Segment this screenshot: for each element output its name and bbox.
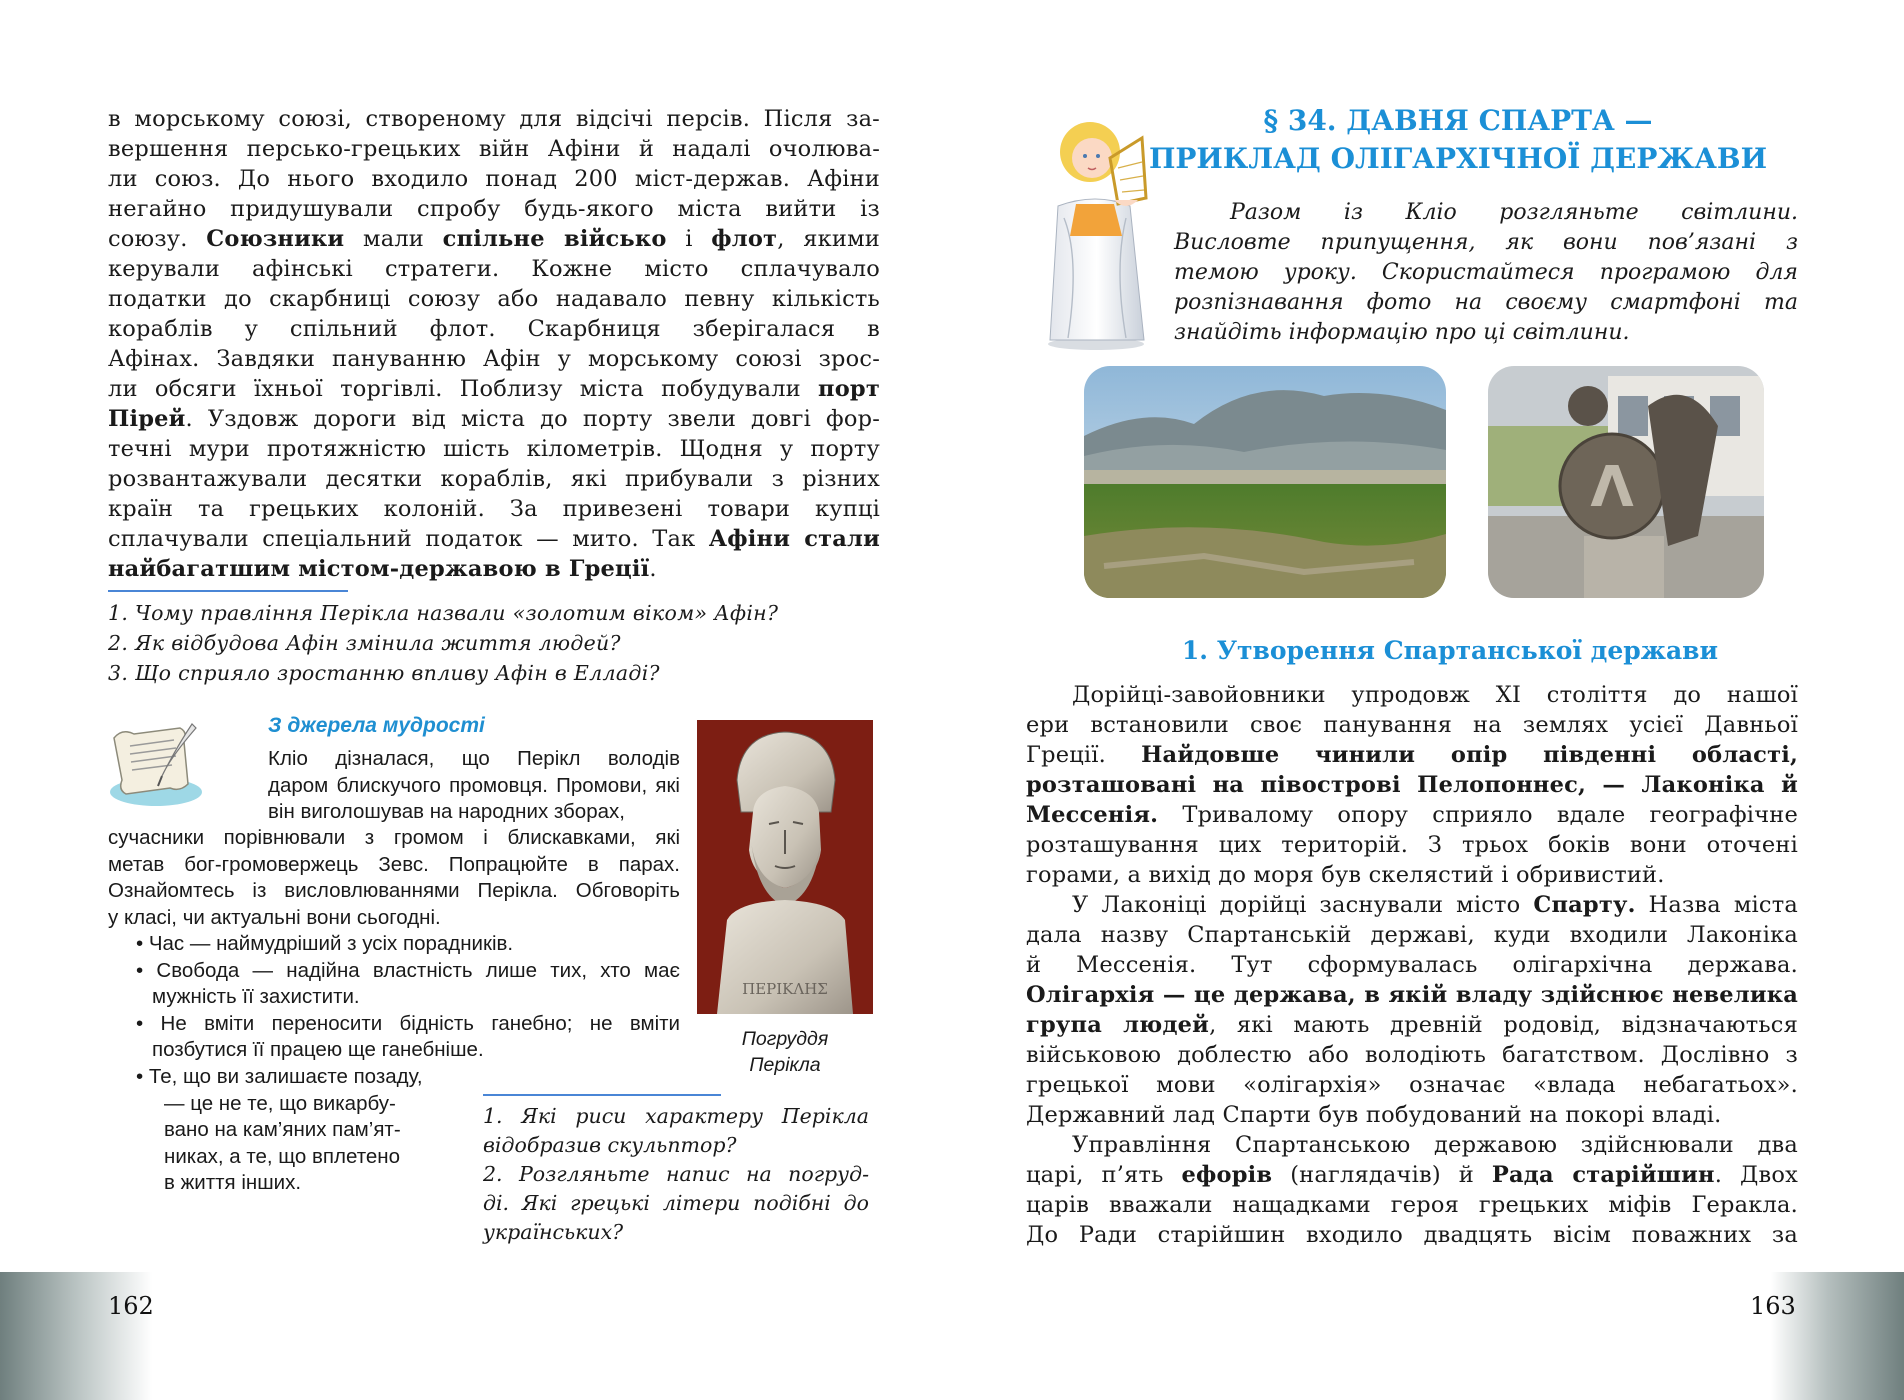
sparta-statue-photo	[1488, 366, 1764, 598]
intro-line: Разом із Кліо розгляньте світлини.	[1230, 200, 1798, 225]
quote-line: вано на кам’яних пам’ят-	[164, 1118, 401, 1141]
body-line: керували афінські стратеги. Кожне місто сплачувало	[108, 256, 880, 282]
body-line: податки до скарбниці союзу або надавало певну кількість	[108, 286, 880, 312]
body-line: дала назву Спартанській державі, куди входили Лаконіка	[1026, 922, 1798, 948]
source-line: сучасники порівнювали з громом і блискавками, які	[108, 826, 680, 849]
body-line: Державний лад Спарти був побудований на покорі владі.	[1026, 1102, 1722, 1128]
body-line: військовою доблестю або володіють багатством. Дослівно з	[1026, 1042, 1798, 1068]
body-line: ери встановили своє панування на землях усієї Давньої	[1026, 712, 1798, 738]
body-line: Афінах. Завдяки пануванню Афін у морському союзі зрос-	[108, 346, 880, 372]
body-line: Управління Спартанською державою здійснювали два	[1072, 1132, 1798, 1158]
body-line: розташування цих територій. З трьох боків вони оточені	[1026, 832, 1798, 858]
body-line: Мессенія. Тривалому опору сприяло вдале географічне	[1026, 802, 1798, 828]
body-line: Олігархія — це держава, в якій владу здійснює невелика	[1026, 982, 1798, 1008]
body-line: ли обсяги їхньої торгівлі. Поблизу міста побудували порт	[108, 376, 880, 402]
body-line: течні мури протяжністю шість кілометрів. Щодня у порту	[108, 436, 880, 462]
quote-line: в життя інших.	[164, 1171, 302, 1194]
quote-line: — це не те, що викарбу-	[164, 1091, 396, 1115]
body-line: в морському союзі, створеному для відсічі персів. Після за-	[108, 106, 880, 132]
quote-line: • Час — наймудріший з усіх порадників.	[136, 932, 514, 955]
body-line: царі, п’ять ефорів (наглядачів) й Рада старійшин. Двох	[1026, 1162, 1798, 1188]
source-line: у класі, чи актуальні вони сьогодні.	[108, 905, 441, 929]
body-line: найбагатшим містом-державою в Греції.	[108, 556, 657, 582]
intro-line: розпізнавання фото на своєму смартфоні та	[1174, 290, 1798, 315]
quote-line: • Те, що ви залишаєте позаду,	[136, 1065, 423, 1088]
right-page-number: 163	[1750, 1292, 1796, 1320]
svg-text:Λ: Λ	[1590, 455, 1634, 520]
question-line: ді. Які грецькі літери подібні до	[483, 1191, 869, 1215]
body-line: Греції. Найдовше чинили опір південні області,	[1026, 742, 1798, 768]
caption-line: Перікла	[749, 1054, 821, 1076]
left-page-number: 162	[108, 1292, 154, 1320]
body-line: Дорійці-завойовники упродовж XI століття до нашої	[1072, 682, 1798, 708]
body-line: країн та грецьких колоній. За привезені товари купці	[108, 496, 880, 522]
source-box-title: З джерела мудрості	[268, 714, 485, 737]
source-line: він виголошував на народних зборах,	[268, 800, 625, 823]
quote-line: мужність її захистити.	[152, 985, 360, 1008]
source-line: Кліо дізналася, що Перікл володів	[268, 747, 680, 770]
question-item: 3. Що сприяло зростанню впливу Афін в Елладі?	[108, 661, 660, 685]
quote-line: никах, а те, що вплетено	[164, 1144, 400, 1168]
body-line: вершення персько-грецьких війн Афіни й надалі очолюва-	[108, 136, 880, 162]
section-heading: 1. Утворення Спартанської держави	[1181, 636, 1719, 665]
source-line: Ознайомтесь із висловлюваннями Перікла. Обговоріть	[108, 879, 680, 902]
body-line: негайно придушували спробу будь-якого міста вийти із	[108, 196, 880, 222]
title-line: § 34. ДАВНЯ СПАРТА —	[1263, 104, 1653, 137]
question-item: 1. Чому правління Перікла назвали «золотим віком» Афін?	[108, 601, 779, 625]
question-line: відобразив скульптор?	[483, 1133, 737, 1157]
question-line: українських?	[483, 1220, 624, 1244]
sparta-landscape-photo	[1084, 366, 1446, 598]
intro-line: Висловте припущення, як вони пов’язані з	[1174, 230, 1798, 255]
body-line: Пірей. Уздовж дороги від міста до порту звели довгі фор-	[108, 406, 880, 432]
paragraph-title	[1058, 102, 1858, 178]
quote-line: • Свобода — надійна властність лише тих, хто має	[136, 958, 680, 982]
body-line: й Мессенія. Тут сформувалась олігархічна держава.	[1026, 952, 1798, 978]
body-line: грецької мови «олігархія» означає «влада небагатьох».	[1026, 1072, 1798, 1098]
question-line: 1. Які риси характеру Перікла	[483, 1104, 869, 1128]
body-line: ли союз. До нього входило понад 200 міст-держав. Афіни	[108, 166, 880, 192]
body-line: У Лаконіці дорійці заснували місто Спарту. Назва міста	[1072, 892, 1798, 918]
title-line: ПРИКЛАД ОЛІГАРХІЧНОЇ ДЕРЖАВИ	[1148, 142, 1768, 175]
body-line: До Ради старійшин входило двадцять вісім поважних за	[1026, 1222, 1798, 1248]
body-line: розвантажували десятки кораблів, які прибували з різних	[108, 466, 880, 492]
quote-line: • Не вміти переносити бідність ганебно; не вміти	[136, 1011, 680, 1035]
body-line: розташовані на півострові Пелопоннес, — Лаконіка й	[1026, 772, 1798, 798]
question-line: 2. Розгляньте напис на погруд-	[483, 1162, 869, 1186]
source-line: даром блискучого промовця. Промови, які	[268, 773, 680, 797]
source-line: метав бог-громовержець Зевс. Попрацюйте в парах.	[108, 852, 680, 876]
intro-line: знайдіть інформацію про ці світлини.	[1174, 320, 1630, 345]
question-item: 2. Як відбудова Афін змінила життя людей?	[108, 631, 621, 655]
body-line: сплачували спеціальний податок — мито. Так Афіни стали	[108, 526, 880, 552]
intro-line: темою уроку. Скористайтеся програмою для	[1174, 260, 1798, 285]
body-line: царів вважали нащадками героя грецьких міфів Геракла.	[1026, 1192, 1798, 1218]
bust-inscription: ΠΕΡΙΚΛΗΣ	[742, 980, 828, 998]
body-line: горами, а вихід до моря був скелястий і обривистий.	[1026, 862, 1665, 888]
body-line: група людей, які мають древній родовід, відзначаються	[1026, 1012, 1798, 1038]
body-line: союзу. Союзники мали спільне військо і флот, якими	[108, 226, 880, 252]
caption-line: Погруддя	[741, 1028, 829, 1050]
body-line: кораблів у спільний флот. Скарбниця зберігалася в	[108, 316, 880, 342]
quote-line: позбутися її працею ще ганебніше.	[152, 1038, 484, 1061]
right-body-text	[1026, 680, 1798, 1250]
intro-task	[1174, 198, 1798, 348]
